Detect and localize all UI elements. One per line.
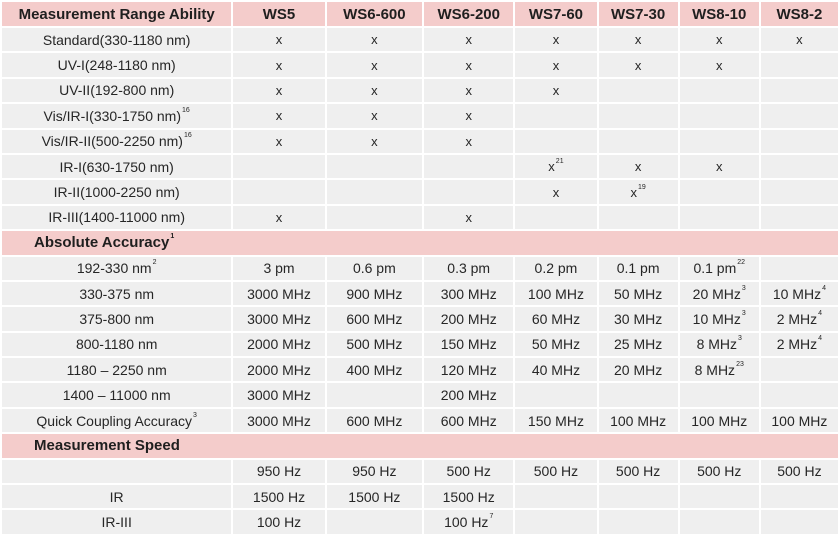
cell-value: x	[634, 57, 642, 73]
table-row	[2, 155, 838, 178]
table-cell	[233, 282, 324, 305]
table-cell	[680, 104, 759, 127]
table-cell	[233, 206, 324, 229]
table-cell	[761, 155, 838, 178]
table-cell	[515, 282, 596, 305]
table-row	[2, 206, 838, 229]
table-cell	[761, 130, 838, 153]
table-cell	[233, 130, 324, 153]
cell-value: 100 MHz	[527, 285, 584, 302]
table-cell	[233, 460, 324, 483]
table-cell	[327, 155, 422, 178]
footnote-marker: 2	[152, 259, 157, 267]
row-label-text: IR-III	[101, 514, 132, 531]
table-cell	[680, 180, 759, 203]
row-label-text: UV-II(192-800 nm)	[59, 82, 175, 99]
table-cell	[599, 206, 678, 229]
table-row	[2, 510, 838, 533]
table-cell	[515, 485, 596, 508]
table-cell	[327, 307, 422, 330]
cell-value: 20 MHz	[692, 285, 741, 302]
cell-value: x	[465, 209, 472, 225]
table-cell	[233, 104, 324, 127]
cell-value: x	[275, 133, 283, 149]
table-cell	[680, 485, 759, 508]
table-cell	[327, 409, 422, 432]
table-cell	[761, 383, 838, 406]
cell-value: x	[465, 108, 472, 124]
cell-value: 20 MHz	[613, 361, 663, 378]
table-cell	[515, 180, 596, 203]
table-cell	[515, 155, 596, 178]
table-cell	[424, 358, 513, 381]
table-cell	[424, 257, 513, 280]
cell-value: x	[630, 184, 637, 200]
cell-value: 300 MHz	[440, 285, 497, 302]
table-cell	[680, 409, 759, 432]
cell-value: 60 MHz	[531, 310, 581, 327]
table-cell	[424, 383, 513, 406]
table-cell	[680, 358, 759, 381]
table-cell	[599, 130, 678, 153]
table-cell	[327, 206, 422, 229]
cell-value: 1500 Hz	[252, 488, 306, 505]
table-cell	[327, 104, 422, 127]
cell-value: 400 MHz	[346, 361, 403, 378]
table-cell	[599, 180, 678, 203]
row-label-text: 192-330 nm	[76, 260, 152, 277]
cell-value: 50 MHz	[531, 336, 581, 353]
table-cell	[424, 460, 513, 483]
table-cell	[761, 460, 838, 483]
table-cell	[327, 28, 422, 51]
table-cell	[599, 333, 678, 356]
table-cell	[680, 79, 759, 102]
table-cell	[424, 180, 513, 203]
table-row	[2, 257, 838, 280]
footnote-marker: 16	[182, 106, 190, 114]
table-cell	[424, 28, 513, 51]
table-cell	[233, 409, 324, 432]
table-cell	[599, 307, 678, 330]
table-row	[2, 53, 838, 76]
table-cell	[424, 155, 513, 178]
table-cell	[599, 409, 678, 432]
table-cell	[599, 383, 678, 406]
table-cell	[327, 180, 422, 203]
table-cell	[761, 307, 838, 330]
table-cell	[761, 510, 838, 533]
table-cell	[680, 383, 759, 406]
table-cell	[599, 485, 678, 508]
cell-value: 1500 Hz	[348, 488, 401, 505]
table-cell	[515, 333, 596, 356]
row-label	[2, 257, 231, 280]
row-label	[2, 282, 231, 305]
table-cell	[599, 358, 678, 381]
row-label-text: Measurement Speed	[34, 437, 180, 455]
cell-value: 8 MHz	[696, 336, 738, 353]
row-label-text: 375-800 nm	[79, 310, 155, 327]
footnote-marker: 7	[489, 513, 494, 521]
table-cell	[680, 28, 759, 51]
table-cell	[327, 79, 422, 102]
table-cell	[327, 358, 422, 381]
table-cell	[515, 206, 596, 229]
cell-value: 500 MHz	[346, 336, 403, 353]
table-cell	[599, 282, 678, 305]
footnote-marker: 3	[741, 309, 746, 317]
row-label	[2, 383, 231, 406]
footnote-marker: 3	[741, 284, 746, 292]
row-label-text: Vis/IR-II(500-2250 nm)	[41, 133, 183, 150]
row-label-text: Vis/IR-I(330-1750 nm)	[43, 107, 181, 124]
cell-value: 600 MHz	[346, 310, 403, 327]
row-label-text: 330-375 nm	[79, 285, 155, 302]
cell-value: 2000 MHz	[247, 336, 311, 353]
table-cell	[761, 53, 838, 76]
table-cell	[515, 409, 596, 432]
cell-value: 500 Hz	[615, 463, 661, 480]
table-cell	[327, 53, 422, 76]
table-cell	[233, 257, 324, 280]
table-cell	[233, 485, 324, 508]
table-cell	[424, 53, 513, 76]
table-cell	[233, 79, 324, 102]
table-cell	[327, 510, 422, 533]
row-label	[2, 460, 231, 483]
cell-value: 500 Hz	[533, 463, 579, 480]
table-cell	[327, 257, 422, 280]
row-label	[2, 206, 231, 229]
cell-value: x	[552, 82, 560, 98]
table-cell	[233, 28, 324, 51]
table-cell	[599, 53, 678, 76]
cell-value: 100 MHz	[771, 412, 828, 429]
cell-value: 200 MHz	[440, 387, 497, 404]
table-cell	[424, 510, 513, 533]
table-row	[2, 409, 838, 432]
section-measurement-speed-label	[2, 434, 838, 457]
table-cell	[761, 409, 838, 432]
table-cell	[515, 307, 596, 330]
row-label-text: UV-I(248-1180 nm)	[57, 57, 176, 74]
table-row	[2, 358, 838, 381]
cell-value: x	[465, 133, 472, 149]
cell-value: 0.6 pm	[352, 260, 396, 277]
table-cell	[424, 282, 513, 305]
cell-value: x	[465, 82, 472, 98]
column-header-row	[2, 2, 838, 26]
table-cell	[424, 130, 513, 153]
table-cell	[327, 282, 422, 305]
table-row	[2, 130, 838, 153]
cell-value: 150 MHz	[440, 336, 497, 353]
cell-value: 600 MHz	[346, 412, 403, 429]
row-label	[2, 180, 231, 203]
row-label	[2, 53, 231, 76]
table-cell	[515, 53, 596, 76]
row-label	[2, 28, 231, 51]
cell-value: x	[634, 32, 642, 48]
row-label	[2, 104, 231, 127]
cell-value: 2000 MHz	[247, 361, 311, 378]
table-row	[2, 333, 838, 356]
row-label	[2, 130, 231, 153]
table-cell	[515, 383, 596, 406]
table-cell	[761, 485, 838, 508]
cell-value: 3000 MHz	[247, 387, 311, 404]
cell-value: 500 Hz	[777, 463, 822, 480]
column-header-range-ability: Measurement Range Ability	[2, 2, 231, 26]
table-cell	[424, 409, 513, 432]
table-cell	[233, 510, 324, 533]
cell-value: x	[371, 57, 378, 73]
cell-value: 2 MHz	[776, 310, 818, 327]
cell-value: 100 MHz	[691, 412, 748, 429]
table-cell	[515, 460, 596, 483]
table-cell	[233, 307, 324, 330]
table-cell	[233, 53, 324, 76]
table-row	[2, 307, 838, 330]
row-label-text: IR	[109, 488, 124, 505]
row-label-text: 800-1180 nm	[75, 336, 158, 353]
table-cell	[424, 79, 513, 102]
cell-value: 500 Hz	[446, 463, 491, 480]
cell-value: x	[275, 108, 283, 124]
cell-value: x	[796, 32, 803, 48]
cell-value: 100 Hz	[444, 514, 489, 531]
table-cell	[515, 130, 596, 153]
cell-value: x	[371, 82, 378, 98]
table-cell	[515, 510, 596, 533]
row-label-text: 1400 – 11000 nm	[62, 387, 171, 404]
cell-value: 120 MHz	[440, 361, 497, 378]
cell-value: 0.2 pm	[534, 260, 578, 277]
table-cell	[599, 28, 678, 51]
row-label-text: IR-III(1400-11000 nm)	[48, 209, 186, 226]
cell-value: 0.1 pm	[693, 260, 737, 277]
column-header-model: WS8-10	[680, 2, 759, 26]
cell-value: 950 Hz	[352, 463, 397, 480]
cell-value: x	[371, 32, 378, 48]
table-cell	[761, 257, 838, 280]
table-cell	[233, 180, 324, 203]
table-cell	[680, 307, 759, 330]
table-cell	[761, 206, 838, 229]
cell-value: 3000 MHz	[247, 310, 311, 327]
row-label-text: IR-I(630-1750 nm)	[59, 158, 174, 175]
cell-value: x	[465, 57, 472, 73]
cell-value: 10 MHz	[772, 285, 822, 302]
footnote-marker: 21	[555, 158, 564, 166]
table-row	[2, 28, 838, 51]
table-cell	[327, 333, 422, 356]
cell-value: 500 Hz	[697, 463, 742, 480]
cell-value: x	[371, 133, 378, 149]
cell-value: x	[275, 32, 283, 48]
row-label-text: Quick Coupling Accuracy	[36, 412, 193, 429]
table-cell	[761, 104, 838, 127]
table-cell	[424, 206, 513, 229]
table-cell	[680, 460, 759, 483]
column-header-model: WS8-2	[761, 2, 838, 26]
footnote-marker: 16	[183, 132, 192, 140]
cell-value: x	[465, 32, 472, 48]
table-cell	[327, 130, 422, 153]
table-cell	[761, 79, 838, 102]
table-row	[2, 282, 838, 305]
table-cell	[680, 257, 759, 280]
table-cell	[424, 333, 513, 356]
table-cell	[680, 155, 759, 178]
table-cell	[233, 383, 324, 406]
cell-value: 1500 Hz	[442, 488, 495, 505]
section-absolute-accuracy-label	[2, 231, 838, 254]
cell-value: x	[552, 57, 560, 73]
table-cell	[515, 79, 596, 102]
row-label	[2, 485, 231, 508]
table-cell	[424, 485, 513, 508]
table-cell	[233, 358, 324, 381]
cell-value: 150 MHz	[527, 412, 584, 429]
table-row	[2, 104, 838, 127]
cell-value: 900 MHz	[346, 285, 403, 302]
cell-value: x	[275, 82, 283, 98]
footnote-marker: 1	[170, 233, 175, 241]
table-cell	[761, 282, 838, 305]
table-cell	[515, 257, 596, 280]
footnote-marker: 22	[737, 259, 746, 267]
table-cell	[680, 130, 759, 153]
footnote-marker: 23	[736, 360, 744, 368]
table-cell	[680, 206, 759, 229]
cell-value: 950 Hz	[256, 463, 302, 480]
table-cell	[599, 460, 678, 483]
column-header-model: WS6-200	[424, 2, 513, 26]
table-cell	[327, 383, 422, 406]
row-label	[2, 510, 231, 533]
cell-value: 50 MHz	[613, 285, 663, 302]
cell-value: 10 MHz	[692, 310, 741, 327]
row-label-text: IR-II(1000-2250 nm)	[53, 184, 180, 201]
footnote-marker: 3	[738, 335, 742, 343]
cell-value: 2 MHz	[776, 336, 818, 353]
row-label	[2, 79, 231, 102]
cell-value: 3 pm	[263, 260, 295, 277]
table-cell	[327, 485, 422, 508]
cell-value: 40 MHz	[531, 361, 581, 378]
table-cell	[327, 460, 422, 483]
cell-value: 8 MHz	[694, 361, 736, 378]
table-row	[2, 485, 838, 508]
table-cell	[424, 307, 513, 330]
table-cell	[515, 104, 596, 127]
footnote-marker: 19	[637, 183, 646, 191]
cell-value: x	[552, 184, 560, 200]
column-header-model: WS6-600	[327, 2, 422, 26]
table-cell	[680, 510, 759, 533]
table-cell	[233, 333, 324, 356]
table-cell	[761, 180, 838, 203]
row-label	[2, 333, 231, 356]
table-body	[2, 28, 838, 534]
footnote-marker: 4	[822, 284, 826, 292]
cell-value: x	[715, 32, 723, 48]
cell-value: x	[715, 57, 723, 73]
row-label-text: 1180 – 2250 nm	[66, 361, 167, 378]
cell-value: x	[634, 159, 642, 175]
column-header-model: WS7-60	[515, 2, 596, 26]
cell-value: 100 MHz	[610, 412, 667, 429]
table-cell	[515, 28, 596, 51]
row-label-text: Absolute Accuracy	[34, 234, 170, 252]
footnote-marker: 4	[818, 335, 823, 343]
cell-value: 3000 MHz	[247, 285, 311, 302]
row-label	[2, 409, 231, 432]
row-label	[2, 155, 231, 178]
cell-value: 200 MHz	[440, 310, 497, 327]
table-cell	[761, 333, 838, 356]
cell-value: x	[275, 209, 283, 225]
table-row	[2, 460, 838, 483]
column-header-model: WS5	[233, 2, 324, 26]
section-absolute-accuracy	[2, 231, 838, 254]
row-label-text: Standard(330-1180 nm)	[42, 31, 191, 48]
cell-value: x	[715, 159, 723, 175]
table-cell	[599, 155, 678, 178]
table-cell	[599, 79, 678, 102]
table-cell	[599, 257, 678, 280]
footnote-marker: 3	[193, 411, 197, 419]
column-header-model: WS7-30	[599, 2, 678, 26]
cell-value: 0.3 pm	[447, 260, 491, 277]
cell-value: 25 MHz	[613, 336, 663, 353]
cell-value: 0.1 pm	[616, 260, 660, 277]
cell-value: 100 Hz	[256, 514, 302, 531]
row-label	[2, 358, 231, 381]
footnote-marker: 4	[818, 309, 823, 317]
section-measurement-speed	[2, 434, 838, 457]
table-cell	[761, 358, 838, 381]
cell-value: x	[548, 159, 555, 175]
row-label	[2, 307, 231, 330]
table-row	[2, 79, 838, 102]
table-row	[2, 383, 838, 406]
table-row	[2, 180, 838, 203]
cell-value: 600 MHz	[440, 412, 497, 429]
table-cell	[515, 358, 596, 381]
cell-value: x	[275, 57, 283, 73]
table-cell	[761, 28, 838, 51]
table-cell	[680, 333, 759, 356]
table-cell	[680, 282, 759, 305]
cell-value: x	[371, 108, 378, 124]
table-cell	[424, 104, 513, 127]
cell-value: x	[552, 32, 560, 48]
table-cell	[233, 155, 324, 178]
cell-value: 30 MHz	[613, 310, 663, 327]
table-cell	[680, 53, 759, 76]
cell-value: 3000 MHz	[247, 412, 311, 429]
table-cell	[599, 510, 678, 533]
table-cell	[599, 104, 678, 127]
